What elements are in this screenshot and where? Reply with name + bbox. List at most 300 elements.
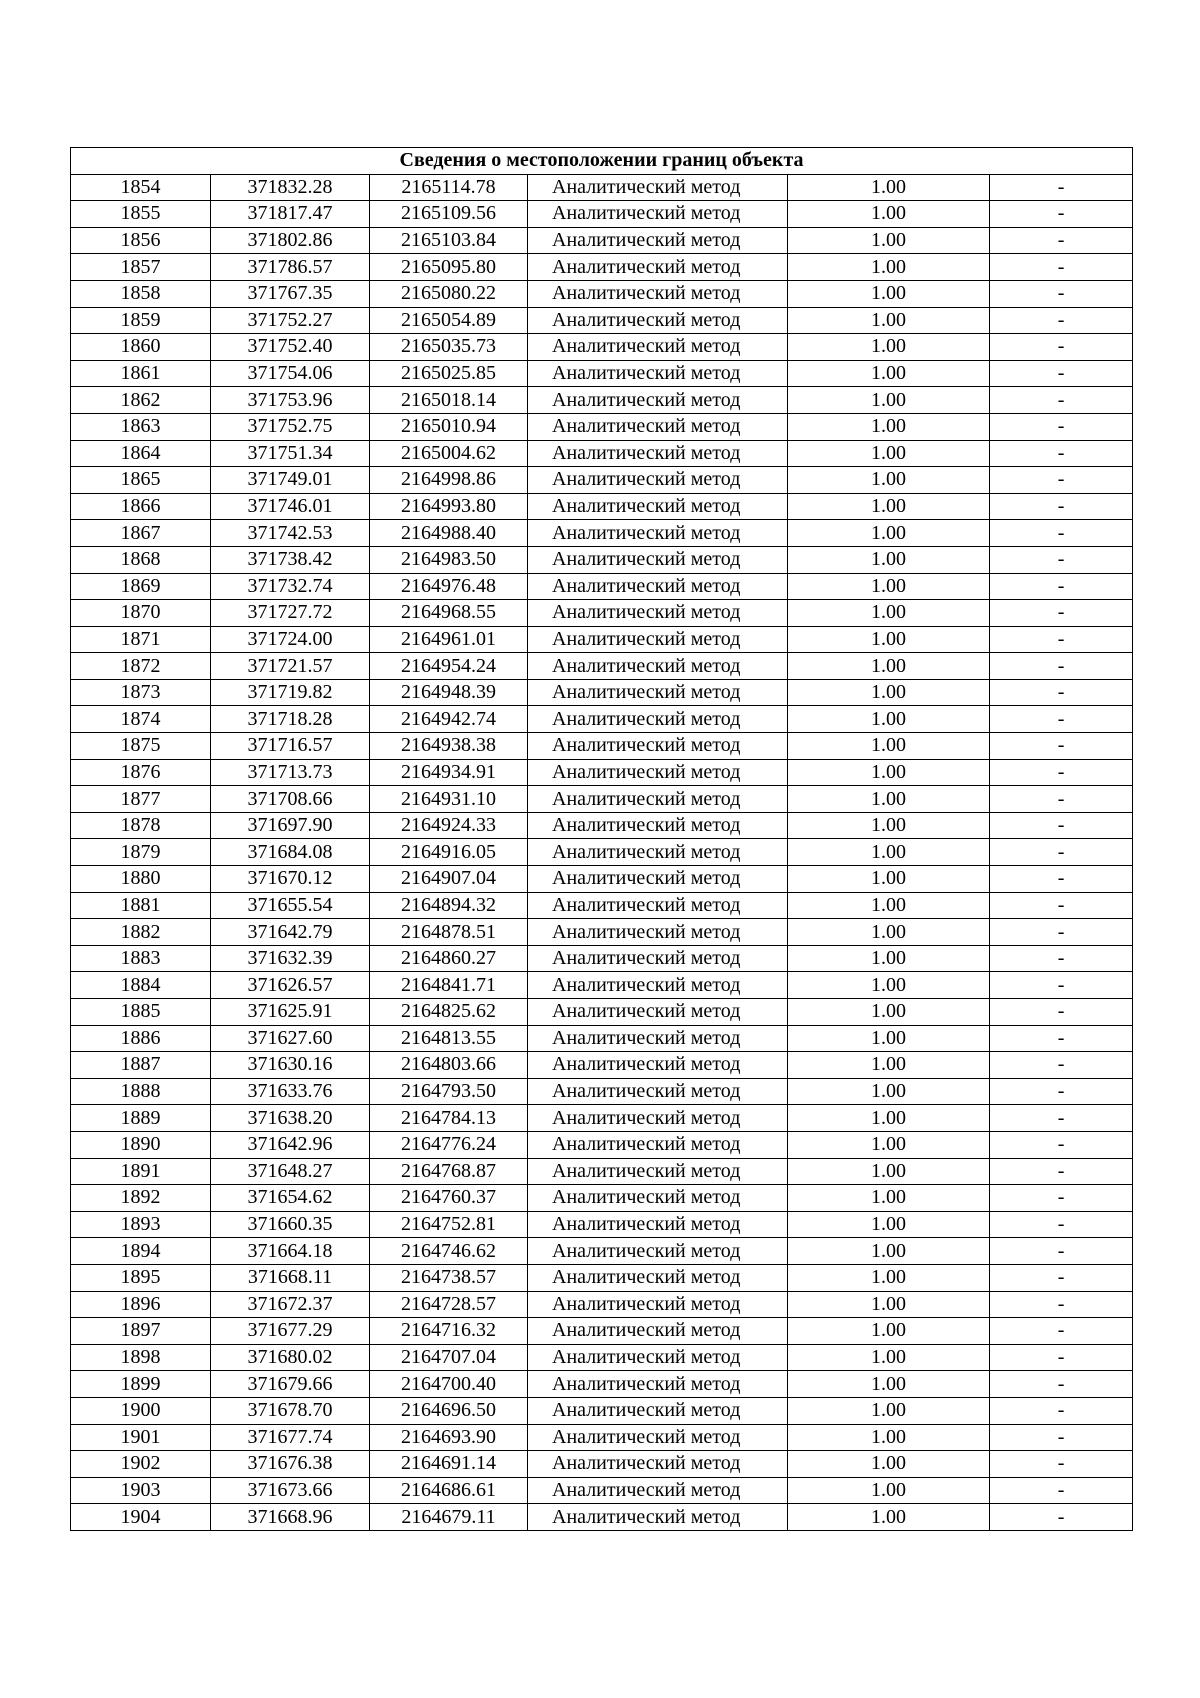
y-coordinate-cell: 2164983.50 xyxy=(370,546,528,573)
x-coordinate-cell: 371664.18 xyxy=(211,1238,370,1265)
y-coordinate-cell: 2165114.78 xyxy=(370,174,528,201)
description-cell: - xyxy=(990,1211,1133,1238)
description-cell: - xyxy=(990,467,1133,494)
x-coordinate-cell: 371670.12 xyxy=(211,866,370,893)
y-coordinate-cell: 2164686.61 xyxy=(370,1477,528,1504)
y-coordinate-cell: 2164961.01 xyxy=(370,626,528,653)
point-number-cell: 1898 xyxy=(71,1344,211,1371)
table-row xyxy=(71,254,1133,281)
accuracy-cell: 1.00 xyxy=(788,1264,990,1291)
accuracy-cell: 1.00 xyxy=(788,1211,990,1238)
accuracy-cell: 1.00 xyxy=(788,866,990,893)
point-number-cell: 1903 xyxy=(71,1477,211,1504)
point-number-cell: 1858 xyxy=(71,280,211,307)
point-number-cell: 1890 xyxy=(71,1131,211,1158)
table-row xyxy=(71,467,1133,494)
y-coordinate-cell: 2164938.38 xyxy=(370,733,528,760)
table-row xyxy=(71,1451,1133,1478)
point-number-cell: 1861 xyxy=(71,360,211,387)
table-row xyxy=(71,174,1133,201)
accuracy-cell: 1.00 xyxy=(788,1477,990,1504)
x-coordinate-cell: 371724.00 xyxy=(211,626,370,653)
accuracy-cell: 1.00 xyxy=(788,1344,990,1371)
table-row xyxy=(71,227,1133,254)
method-cell: Аналитический метод xyxy=(528,280,788,307)
accuracy-cell: 1.00 xyxy=(788,546,990,573)
point-number-cell: 1897 xyxy=(71,1318,211,1345)
method-cell: Аналитический метод xyxy=(528,892,788,919)
x-coordinate-cell: 371633.76 xyxy=(211,1078,370,1105)
x-coordinate-cell: 371752.75 xyxy=(211,413,370,440)
accuracy-cell: 1.00 xyxy=(788,1238,990,1265)
y-coordinate-cell: 2164998.86 xyxy=(370,467,528,494)
y-coordinate-cell: 2164760.37 xyxy=(370,1185,528,1212)
x-coordinate-cell: 371673.66 xyxy=(211,1477,370,1504)
method-cell: Аналитический метод xyxy=(528,653,788,680)
x-coordinate-cell: 371718.28 xyxy=(211,706,370,733)
method-cell: Аналитический метод xyxy=(528,1477,788,1504)
point-number-cell: 1876 xyxy=(71,759,211,786)
y-coordinate-cell: 2164728.57 xyxy=(370,1291,528,1318)
method-cell: Аналитический метод xyxy=(528,1078,788,1105)
point-number-cell: 1893 xyxy=(71,1211,211,1238)
description-cell: - xyxy=(990,626,1133,653)
method-cell: Аналитический метод xyxy=(528,839,788,866)
point-number-cell: 1894 xyxy=(71,1238,211,1265)
y-coordinate-cell: 2164954.24 xyxy=(370,653,528,680)
method-cell: Аналитический метод xyxy=(528,227,788,254)
point-number-cell: 1904 xyxy=(71,1504,211,1531)
description-cell: - xyxy=(990,174,1133,201)
method-cell: Аналитический метод xyxy=(528,493,788,520)
table-row xyxy=(71,653,1133,680)
accuracy-cell: 1.00 xyxy=(788,1105,990,1132)
table-row xyxy=(71,413,1133,440)
point-number-cell: 1860 xyxy=(71,334,211,361)
method-cell: Аналитический метод xyxy=(528,945,788,972)
description-cell: - xyxy=(990,387,1133,414)
description-cell: - xyxy=(990,546,1133,573)
table-title-row xyxy=(71,148,1133,175)
table-row xyxy=(71,280,1133,307)
description-cell: - xyxy=(990,360,1133,387)
accuracy-cell: 1.00 xyxy=(788,467,990,494)
method-cell: Аналитический метод xyxy=(528,387,788,414)
accuracy-cell: 1.00 xyxy=(788,1424,990,1451)
point-number-cell: 1867 xyxy=(71,520,211,547)
x-coordinate-cell: 371738.42 xyxy=(211,546,370,573)
method-cell: Аналитический метод xyxy=(528,919,788,946)
table-row xyxy=(71,759,1133,786)
y-coordinate-cell: 2164993.80 xyxy=(370,493,528,520)
table-row xyxy=(71,1025,1133,1052)
point-number-cell: 1866 xyxy=(71,493,211,520)
point-number-cell: 1856 xyxy=(71,227,211,254)
method-cell: Аналитический метод xyxy=(528,972,788,999)
x-coordinate-cell: 371721.57 xyxy=(211,653,370,680)
y-coordinate-cell: 2164803.66 xyxy=(370,1052,528,1079)
x-coordinate-cell: 371642.79 xyxy=(211,919,370,946)
description-cell: - xyxy=(990,493,1133,520)
point-number-cell: 1855 xyxy=(71,201,211,228)
table-row xyxy=(71,733,1133,760)
accuracy-cell: 1.00 xyxy=(788,1318,990,1345)
accuracy-cell: 1.00 xyxy=(788,227,990,254)
method-cell: Аналитический метод xyxy=(528,520,788,547)
x-coordinate-cell: 371708.66 xyxy=(211,786,370,813)
description-cell: - xyxy=(990,1025,1133,1052)
x-coordinate-cell: 371732.74 xyxy=(211,573,370,600)
method-cell: Аналитический метод xyxy=(528,759,788,786)
x-coordinate-cell: 371719.82 xyxy=(211,679,370,706)
point-number-cell: 1881 xyxy=(71,892,211,919)
table-row xyxy=(71,334,1133,361)
table-row xyxy=(71,520,1133,547)
table-row xyxy=(71,812,1133,839)
table-row xyxy=(71,972,1133,999)
description-cell: - xyxy=(990,334,1133,361)
point-number-cell: 1883 xyxy=(71,945,211,972)
description-cell: - xyxy=(990,733,1133,760)
description-cell: - xyxy=(990,201,1133,228)
point-number-cell: 1882 xyxy=(71,919,211,946)
accuracy-cell: 1.00 xyxy=(788,626,990,653)
x-coordinate-cell: 371642.96 xyxy=(211,1131,370,1158)
table-row xyxy=(71,1344,1133,1371)
description-cell: - xyxy=(990,227,1133,254)
x-coordinate-cell: 371672.37 xyxy=(211,1291,370,1318)
accuracy-cell: 1.00 xyxy=(788,1158,990,1185)
x-coordinate-cell: 371713.73 xyxy=(211,759,370,786)
x-coordinate-cell: 371817.47 xyxy=(211,201,370,228)
table-row xyxy=(71,387,1133,414)
x-coordinate-cell: 371754.06 xyxy=(211,360,370,387)
table-row xyxy=(71,493,1133,520)
point-number-cell: 1888 xyxy=(71,1078,211,1105)
table-row xyxy=(71,892,1133,919)
table-row xyxy=(71,1477,1133,1504)
description-cell: - xyxy=(990,706,1133,733)
y-coordinate-cell: 2165004.62 xyxy=(370,440,528,467)
x-coordinate-cell: 371752.40 xyxy=(211,334,370,361)
description-cell: - xyxy=(990,1078,1133,1105)
method-cell: Аналитический метод xyxy=(528,546,788,573)
accuracy-cell: 1.00 xyxy=(788,413,990,440)
x-coordinate-cell: 371677.74 xyxy=(211,1424,370,1451)
accuracy-cell: 1.00 xyxy=(788,201,990,228)
table-body xyxy=(71,174,1133,1530)
table-row xyxy=(71,1504,1133,1531)
x-coordinate-cell: 371678.70 xyxy=(211,1397,370,1424)
method-cell: Аналитический метод xyxy=(528,1238,788,1265)
point-number-cell: 1886 xyxy=(71,1025,211,1052)
point-number-cell: 1885 xyxy=(71,999,211,1026)
x-coordinate-cell: 371802.86 xyxy=(211,227,370,254)
y-coordinate-cell: 2164934.91 xyxy=(370,759,528,786)
table-row xyxy=(71,839,1133,866)
accuracy-cell: 1.00 xyxy=(788,786,990,813)
method-cell: Аналитический метод xyxy=(528,440,788,467)
x-coordinate-cell: 371679.66 xyxy=(211,1371,370,1398)
description-cell: - xyxy=(990,1264,1133,1291)
description-cell: - xyxy=(990,919,1133,946)
y-coordinate-cell: 2164841.71 xyxy=(370,972,528,999)
table-row xyxy=(71,626,1133,653)
point-number-cell: 1878 xyxy=(71,812,211,839)
accuracy-cell: 1.00 xyxy=(788,812,990,839)
description-cell: - xyxy=(990,1504,1133,1531)
accuracy-cell: 1.00 xyxy=(788,493,990,520)
description-cell: - xyxy=(990,1451,1133,1478)
accuracy-cell: 1.00 xyxy=(788,600,990,627)
table-row xyxy=(71,546,1133,573)
description-cell: - xyxy=(990,413,1133,440)
accuracy-cell: 1.00 xyxy=(788,1185,990,1212)
method-cell: Аналитический метод xyxy=(528,679,788,706)
accuracy-cell: 1.00 xyxy=(788,1291,990,1318)
description-cell: - xyxy=(990,653,1133,680)
x-coordinate-cell: 371660.35 xyxy=(211,1211,370,1238)
table-row xyxy=(71,1397,1133,1424)
point-number-cell: 1889 xyxy=(71,1105,211,1132)
y-coordinate-cell: 2164716.32 xyxy=(370,1318,528,1345)
method-cell: Аналитический метод xyxy=(528,334,788,361)
description-cell: - xyxy=(990,866,1133,893)
y-coordinate-cell: 2164738.57 xyxy=(370,1264,528,1291)
x-coordinate-cell: 371676.38 xyxy=(211,1451,370,1478)
table-row xyxy=(71,600,1133,627)
description-cell: - xyxy=(990,972,1133,999)
accuracy-cell: 1.00 xyxy=(788,653,990,680)
accuracy-cell: 1.00 xyxy=(788,1451,990,1478)
accuracy-cell: 1.00 xyxy=(788,520,990,547)
accuracy-cell: 1.00 xyxy=(788,1371,990,1398)
method-cell: Аналитический метод xyxy=(528,706,788,733)
accuracy-cell: 1.00 xyxy=(788,280,990,307)
table-row xyxy=(71,919,1133,946)
y-coordinate-cell: 2164916.05 xyxy=(370,839,528,866)
accuracy-cell: 1.00 xyxy=(788,387,990,414)
y-coordinate-cell: 2164696.50 xyxy=(370,1397,528,1424)
point-number-cell: 1863 xyxy=(71,413,211,440)
description-cell: - xyxy=(990,759,1133,786)
method-cell: Аналитический метод xyxy=(528,1264,788,1291)
description-cell: - xyxy=(990,307,1133,334)
x-coordinate-cell: 371668.96 xyxy=(211,1504,370,1531)
description-cell: - xyxy=(990,1344,1133,1371)
y-coordinate-cell: 2164976.48 xyxy=(370,573,528,600)
accuracy-cell: 1.00 xyxy=(788,999,990,1026)
y-coordinate-cell: 2164768.87 xyxy=(370,1158,528,1185)
y-coordinate-cell: 2164776.24 xyxy=(370,1131,528,1158)
method-cell: Аналитический метод xyxy=(528,999,788,1026)
accuracy-cell: 1.00 xyxy=(788,919,990,946)
description-cell: - xyxy=(990,1397,1133,1424)
description-cell: - xyxy=(990,1185,1133,1212)
method-cell: Аналитический метод xyxy=(528,360,788,387)
x-coordinate-cell: 371749.01 xyxy=(211,467,370,494)
description-cell: - xyxy=(990,1131,1133,1158)
table-row xyxy=(71,201,1133,228)
description-cell: - xyxy=(990,1477,1133,1504)
table-row xyxy=(71,440,1133,467)
accuracy-cell: 1.00 xyxy=(788,440,990,467)
x-coordinate-cell: 371627.60 xyxy=(211,1025,370,1052)
description-cell: - xyxy=(990,812,1133,839)
x-coordinate-cell: 371626.57 xyxy=(211,972,370,999)
y-coordinate-cell: 2164948.39 xyxy=(370,679,528,706)
description-cell: - xyxy=(990,254,1133,281)
description-cell: - xyxy=(990,786,1133,813)
accuracy-cell: 1.00 xyxy=(788,733,990,760)
method-cell: Аналитический метод xyxy=(528,733,788,760)
table-row xyxy=(71,1318,1133,1345)
accuracy-cell: 1.00 xyxy=(788,679,990,706)
y-coordinate-cell: 2165095.80 xyxy=(370,254,528,281)
y-coordinate-cell: 2164924.33 xyxy=(370,812,528,839)
description-cell: - xyxy=(990,1318,1133,1345)
y-coordinate-cell: 2164813.55 xyxy=(370,1025,528,1052)
accuracy-cell: 1.00 xyxy=(788,839,990,866)
point-number-cell: 1879 xyxy=(71,839,211,866)
table-row xyxy=(71,786,1133,813)
point-number-cell: 1875 xyxy=(71,733,211,760)
table-row xyxy=(71,1211,1133,1238)
description-cell: - xyxy=(990,1291,1133,1318)
table-row xyxy=(71,1052,1133,1079)
point-number-cell: 1892 xyxy=(71,1185,211,1212)
method-cell: Аналитический метод xyxy=(528,174,788,201)
point-number-cell: 1900 xyxy=(71,1397,211,1424)
description-cell: - xyxy=(990,440,1133,467)
x-coordinate-cell: 371752.27 xyxy=(211,307,370,334)
point-number-cell: 1865 xyxy=(71,467,211,494)
x-coordinate-cell: 371668.11 xyxy=(211,1264,370,1291)
method-cell: Аналитический метод xyxy=(528,1158,788,1185)
y-coordinate-cell: 2164693.90 xyxy=(370,1424,528,1451)
y-coordinate-cell: 2165018.14 xyxy=(370,387,528,414)
x-coordinate-cell: 371786.57 xyxy=(211,254,370,281)
y-coordinate-cell: 2164942.74 xyxy=(370,706,528,733)
boundary-coordinates-table xyxy=(70,147,1133,1531)
description-cell: - xyxy=(990,1105,1133,1132)
table-row xyxy=(71,1185,1133,1212)
description-cell: - xyxy=(990,1371,1133,1398)
y-coordinate-cell: 2165035.73 xyxy=(370,334,528,361)
table-row xyxy=(71,999,1133,1026)
x-coordinate-cell: 371751.34 xyxy=(211,440,370,467)
x-coordinate-cell: 371753.96 xyxy=(211,387,370,414)
point-number-cell: 1901 xyxy=(71,1424,211,1451)
description-cell: - xyxy=(990,839,1133,866)
point-number-cell: 1854 xyxy=(71,174,211,201)
method-cell: Аналитический метод xyxy=(528,1025,788,1052)
method-cell: Аналитический метод xyxy=(528,1131,788,1158)
table-row xyxy=(71,1105,1133,1132)
point-number-cell: 1884 xyxy=(71,972,211,999)
table-row xyxy=(71,1371,1133,1398)
table-title: Сведения о местоположении границ объекта xyxy=(71,148,1133,175)
description-cell: - xyxy=(990,999,1133,1026)
x-coordinate-cell: 371716.57 xyxy=(211,733,370,760)
y-coordinate-cell: 2164931.10 xyxy=(370,786,528,813)
description-cell: - xyxy=(990,1238,1133,1265)
method-cell: Аналитический метод xyxy=(528,1397,788,1424)
accuracy-cell: 1.00 xyxy=(788,945,990,972)
method-cell: Аналитический метод xyxy=(528,786,788,813)
method-cell: Аналитический метод xyxy=(528,626,788,653)
y-coordinate-cell: 2164691.14 xyxy=(370,1451,528,1478)
method-cell: Аналитический метод xyxy=(528,1344,788,1371)
y-coordinate-cell: 2164707.04 xyxy=(370,1344,528,1371)
description-cell: - xyxy=(990,1158,1133,1185)
table-row xyxy=(71,1291,1133,1318)
method-cell: Аналитический метод xyxy=(528,600,788,627)
method-cell: Аналитический метод xyxy=(528,573,788,600)
method-cell: Аналитический метод xyxy=(528,413,788,440)
description-cell: - xyxy=(990,1052,1133,1079)
point-number-cell: 1868 xyxy=(71,546,211,573)
y-coordinate-cell: 2164894.32 xyxy=(370,892,528,919)
y-coordinate-cell: 2164784.13 xyxy=(370,1105,528,1132)
y-coordinate-cell: 2165025.85 xyxy=(370,360,528,387)
point-number-cell: 1902 xyxy=(71,1451,211,1478)
method-cell: Аналитический метод xyxy=(528,1424,788,1451)
y-coordinate-cell: 2164825.62 xyxy=(370,999,528,1026)
y-coordinate-cell: 2165109.56 xyxy=(370,201,528,228)
y-coordinate-cell: 2164988.40 xyxy=(370,520,528,547)
point-number-cell: 1871 xyxy=(71,626,211,653)
method-cell: Аналитический метод xyxy=(528,1318,788,1345)
point-number-cell: 1857 xyxy=(71,254,211,281)
accuracy-cell: 1.00 xyxy=(788,1052,990,1079)
x-coordinate-cell: 371630.16 xyxy=(211,1052,370,1079)
method-cell: Аналитический метод xyxy=(528,467,788,494)
x-coordinate-cell: 371655.54 xyxy=(211,892,370,919)
method-cell: Аналитический метод xyxy=(528,1291,788,1318)
x-coordinate-cell: 371767.35 xyxy=(211,280,370,307)
method-cell: Аналитический метод xyxy=(528,1052,788,1079)
x-coordinate-cell: 371677.29 xyxy=(211,1318,370,1345)
point-number-cell: 1887 xyxy=(71,1052,211,1079)
description-cell: - xyxy=(990,892,1133,919)
method-cell: Аналитический метод xyxy=(528,1504,788,1531)
point-number-cell: 1896 xyxy=(71,1291,211,1318)
accuracy-cell: 1.00 xyxy=(788,706,990,733)
accuracy-cell: 1.00 xyxy=(788,892,990,919)
table-row xyxy=(71,679,1133,706)
point-number-cell: 1870 xyxy=(71,600,211,627)
description-cell: - xyxy=(990,1424,1133,1451)
table-row xyxy=(71,1078,1133,1105)
method-cell: Аналитический метод xyxy=(528,1371,788,1398)
point-number-cell: 1864 xyxy=(71,440,211,467)
table-row xyxy=(71,360,1133,387)
point-number-cell: 1891 xyxy=(71,1158,211,1185)
x-coordinate-cell: 371625.91 xyxy=(211,999,370,1026)
accuracy-cell: 1.00 xyxy=(788,1025,990,1052)
table-row xyxy=(71,1158,1133,1185)
table-row xyxy=(71,866,1133,893)
x-coordinate-cell: 371648.27 xyxy=(211,1158,370,1185)
method-cell: Аналитический метод xyxy=(528,201,788,228)
y-coordinate-cell: 2164968.55 xyxy=(370,600,528,627)
y-coordinate-cell: 2165080.22 xyxy=(370,280,528,307)
table-row xyxy=(71,945,1133,972)
accuracy-cell: 1.00 xyxy=(788,972,990,999)
point-number-cell: 1880 xyxy=(71,866,211,893)
point-number-cell: 1874 xyxy=(71,706,211,733)
